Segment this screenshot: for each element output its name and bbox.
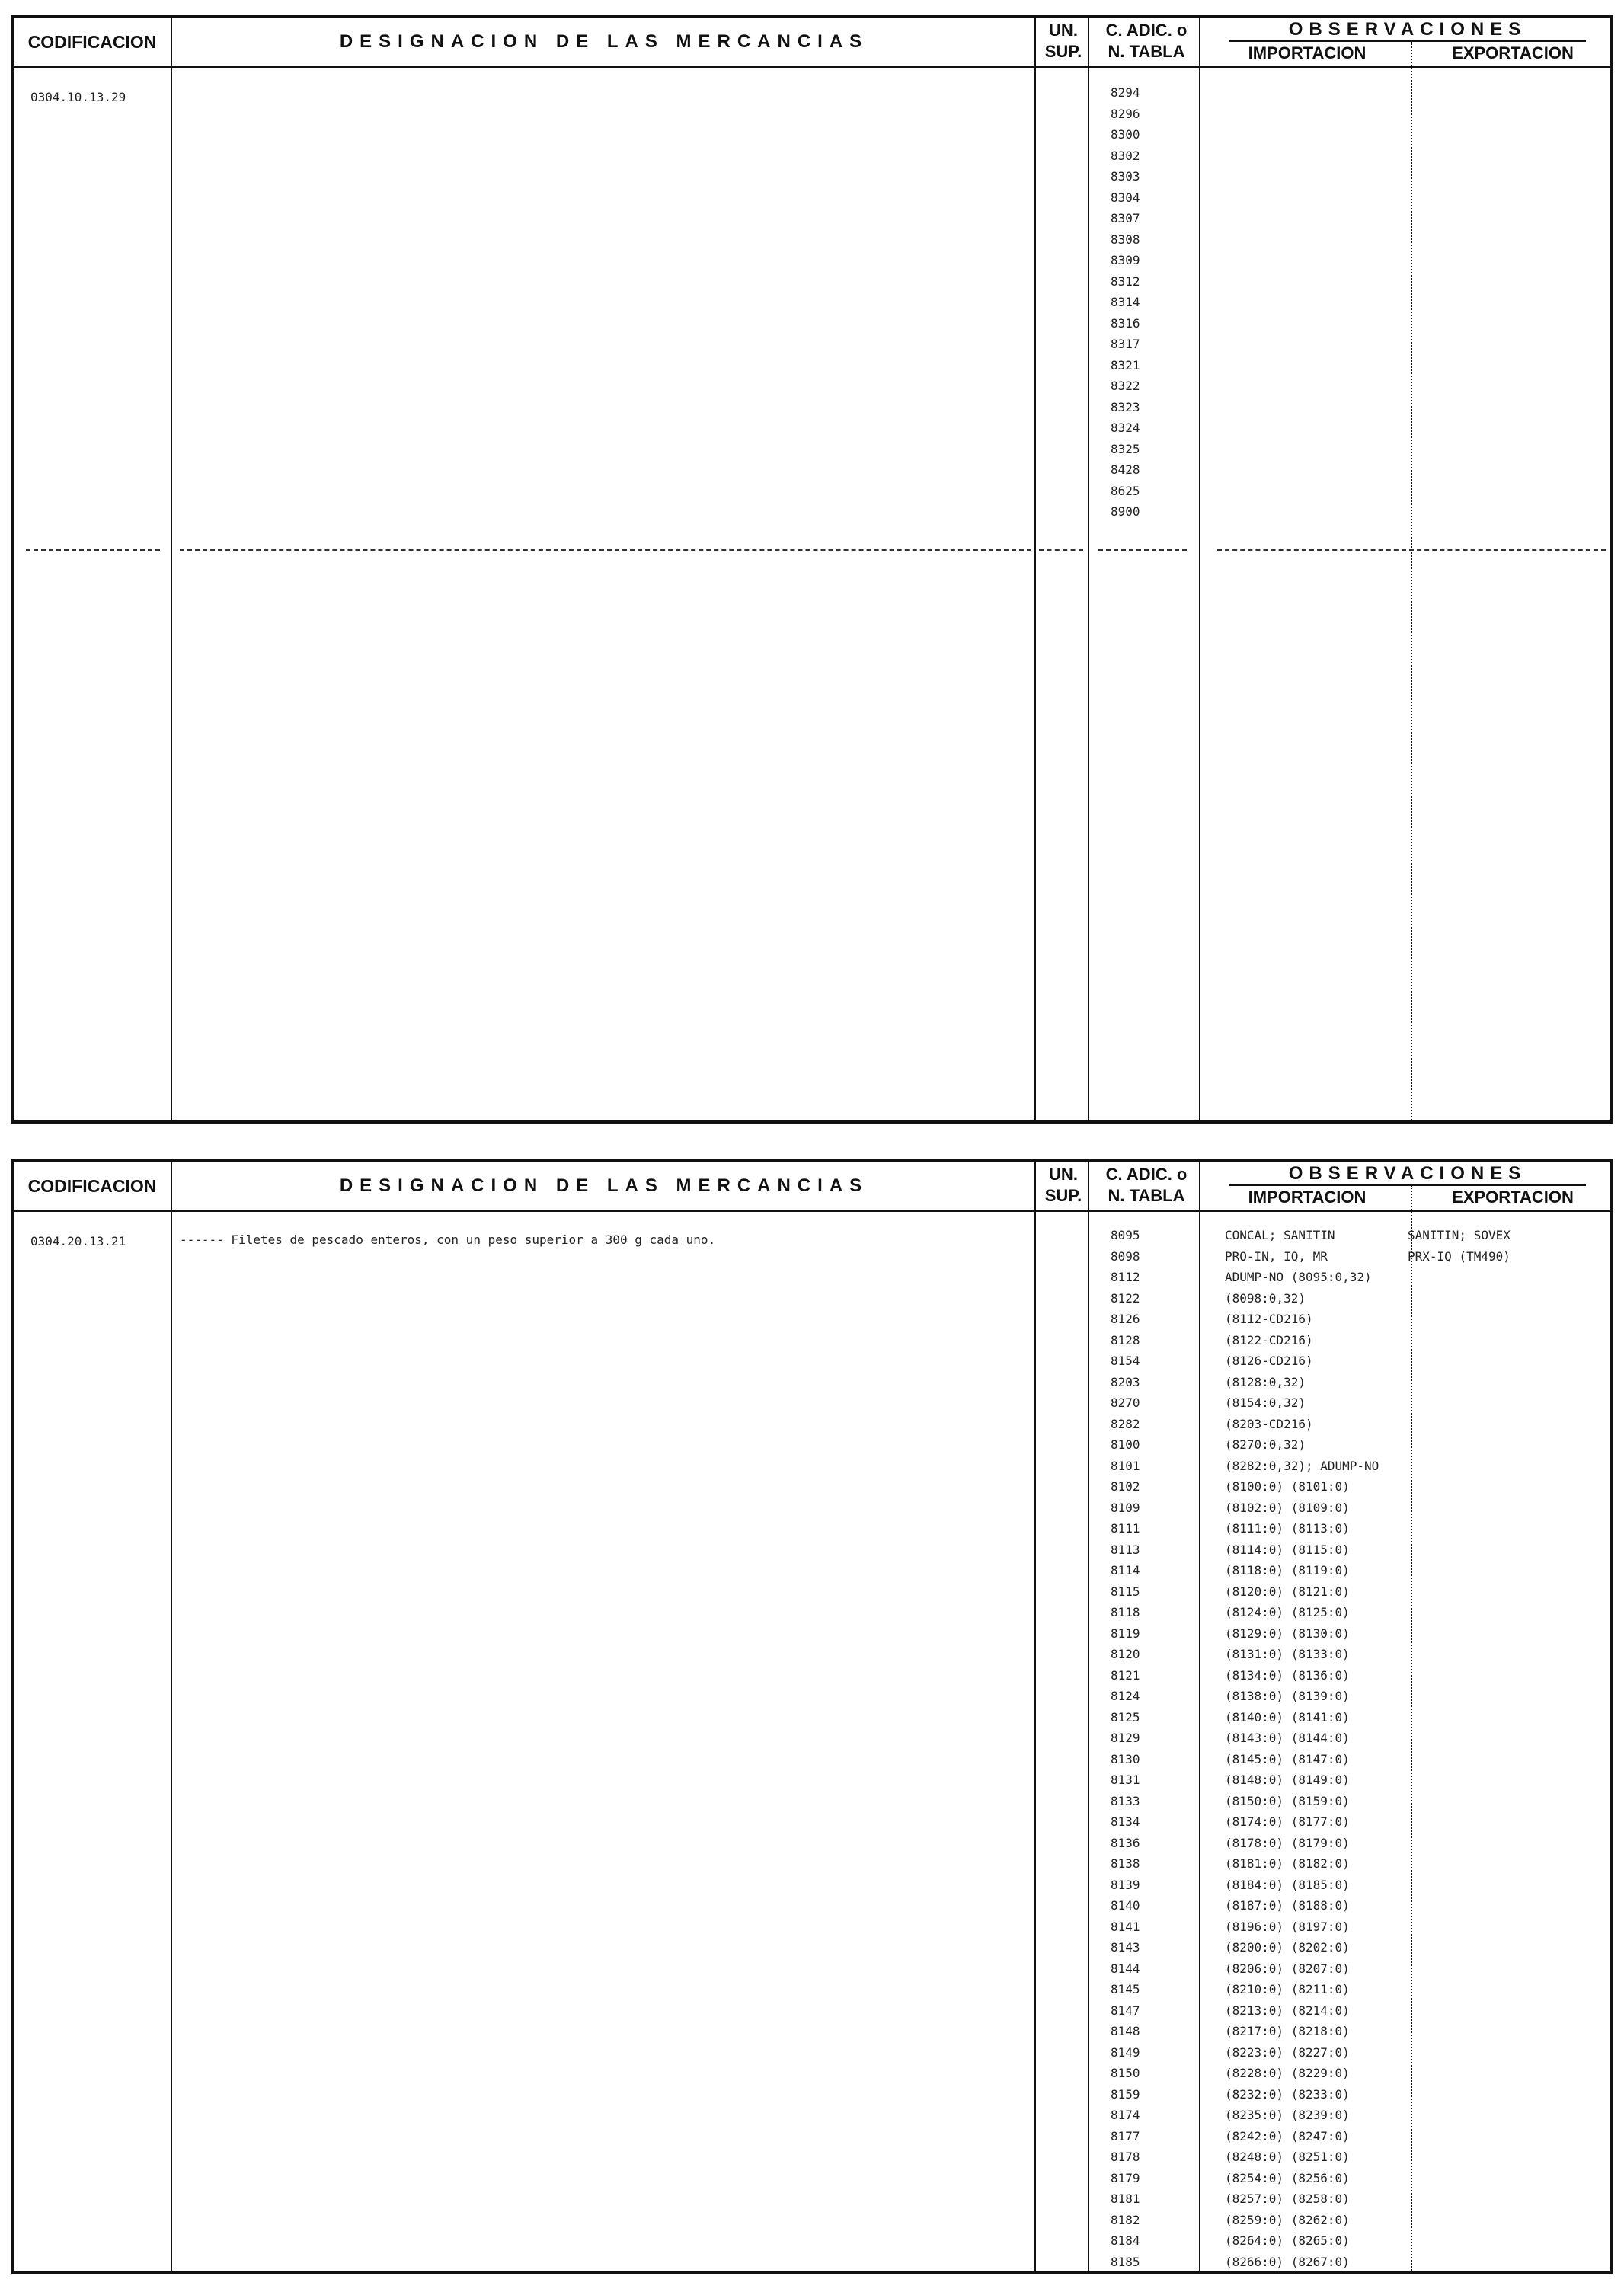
- import-observation: (8242:0) (8247:0): [1225, 2128, 1350, 2143]
- import-observation: (8131:0) (8133:0): [1225, 1647, 1350, 1661]
- import-observation: (8217:0) (8218:0): [1225, 2024, 1350, 2038]
- additional-code: 8124: [1111, 1689, 1140, 1703]
- dashed-separator: [26, 549, 160, 551]
- import-observation: CONCAL; SANITIN: [1225, 1228, 1335, 1242]
- column-divider: [1034, 18, 1036, 1120]
- header-row: [14, 1162, 1610, 1212]
- additional-code: 8154: [1111, 1354, 1140, 1368]
- additional-code: 8309: [1111, 253, 1140, 267]
- additional-code: 8302: [1111, 148, 1140, 163]
- additional-code: 8316: [1111, 315, 1140, 331]
- additional-code: 8136: [1111, 1835, 1140, 1850]
- import-observation: (8129:0) (8130:0): [1225, 1625, 1350, 1641]
- additional-code: 8177: [1111, 2128, 1140, 2143]
- additional-code: 8294: [1111, 85, 1140, 100]
- import-observation: (8228:0) (8229:0): [1225, 2066, 1350, 2080]
- header-un: UN.: [1049, 1165, 1078, 1184]
- header-cadic-ntabla: [1091, 1164, 1202, 1207]
- additional-code: 8182: [1111, 2212, 1140, 2227]
- import-observation: (8210:0) (8211:0): [1225, 1982, 1350, 1996]
- additional-code: 8308: [1111, 232, 1140, 247]
- import-observation: (8134:0) (8136:0): [1225, 1667, 1350, 1683]
- dashed-separator: [1039, 549, 1083, 551]
- header-un: UN.: [1049, 21, 1078, 40]
- import-observation: (8120:0) (8121:0): [1225, 1584, 1350, 1599]
- additional-code: 8126: [1111, 1312, 1140, 1326]
- import-observation: (8178:0) (8179:0): [1225, 1835, 1350, 1850]
- header-un-sup: [1037, 20, 1089, 62]
- additional-code: 8178: [1111, 2150, 1140, 2164]
- additional-code: 8203: [1111, 1374, 1140, 1389]
- header-cadic: C. ADIC. o: [1105, 1165, 1188, 1184]
- header-codificacion: CODIFICACION: [27, 1175, 157, 1196]
- column-divider: [171, 18, 172, 1120]
- column-divider: [1034, 1162, 1036, 2271]
- additional-code: 8113: [1111, 1542, 1140, 1557]
- additional-code: 8145: [1111, 1982, 1140, 1996]
- header-importacion: IMPORTACION: [1248, 43, 1367, 62]
- import-observation: (8112-CD216): [1225, 1312, 1313, 1326]
- header-sup: SUP.: [1044, 42, 1082, 61]
- additional-code: 8181: [1111, 2191, 1140, 2206]
- additional-code: 8131: [1111, 1773, 1140, 1787]
- additional-code: 8282: [1111, 1416, 1140, 1431]
- dashed-separator: [1098, 549, 1187, 551]
- additional-code: 8144: [1111, 1961, 1140, 1976]
- header-codificacion: CODIFICACION: [27, 31, 157, 52]
- import-observation: (8102:0) (8109:0): [1225, 1500, 1350, 1515]
- additional-code: 8149: [1111, 2044, 1140, 2060]
- additional-code: 8314: [1111, 295, 1140, 309]
- additional-code: 8112: [1111, 1270, 1140, 1284]
- header-sup: SUP.: [1044, 1186, 1082, 1205]
- additional-code: 8307: [1111, 211, 1140, 225]
- header-designacion: DESIGNACION DE LAS MERCANCIAS: [339, 31, 869, 52]
- header-exportacion: EXPORTACION: [1452, 43, 1574, 62]
- header-row: [14, 18, 1610, 68]
- additional-code: 8109: [1111, 1500, 1140, 1515]
- import-observation: (8257:0) (8258:0): [1225, 2191, 1350, 2206]
- additional-code: 8900: [1111, 504, 1140, 519]
- header-ntabla: N. TABLA: [1108, 1186, 1185, 1205]
- import-observation: (8264:0) (8265:0): [1225, 2233, 1350, 2248]
- header-cadic: C. ADIC. o: [1105, 21, 1188, 40]
- header-divider: [1229, 40, 1586, 42]
- additional-code: 8122: [1111, 1290, 1140, 1306]
- column-divider: [1199, 18, 1200, 1120]
- import-observation: (8126-CD216): [1225, 1354, 1313, 1368]
- additional-code: 8125: [1111, 1709, 1140, 1725]
- import-observation: (8196:0) (8197:0): [1225, 1919, 1350, 1934]
- column-divider: [1088, 1162, 1089, 2271]
- additional-code: 8322: [1111, 379, 1140, 393]
- import-observation: (8098:0,32): [1225, 1290, 1306, 1306]
- additional-code: 8150: [1111, 2066, 1140, 2080]
- additional-code: 8303: [1111, 169, 1140, 184]
- additional-code: 8115: [1111, 1584, 1140, 1599]
- column-divider: [1088, 18, 1089, 1120]
- additional-code: 8147: [1111, 2003, 1140, 2018]
- additional-code: 8128: [1111, 1332, 1140, 1347]
- export-observation: SANITIN; SOVEX: [1408, 1228, 1511, 1242]
- header-designacion: DESIGNACION DE LAS MERCANCIAS: [339, 1175, 869, 1196]
- import-observation: (8232:0) (8233:0): [1225, 2086, 1350, 2102]
- import-observation: (8213:0) (8214:0): [1225, 2003, 1350, 2018]
- import-observation: (8128:0,32): [1225, 1374, 1306, 1389]
- import-observation: (8118:0) (8119:0): [1225, 1563, 1350, 1578]
- import-observation: (8200:0) (8202:0): [1225, 1940, 1350, 1955]
- additional-code: 8270: [1111, 1395, 1140, 1410]
- import-observation: (8184:0) (8185:0): [1225, 1877, 1350, 1892]
- import-observation: (8140:0) (8141:0): [1225, 1709, 1350, 1725]
- additional-code: 8325: [1111, 441, 1140, 456]
- additional-codes-list: [1111, 82, 1179, 523]
- import-observation: (8181:0) (8182:0): [1225, 1856, 1350, 1871]
- additional-code: 8304: [1111, 190, 1140, 205]
- import-observation: (8235:0) (8239:0): [1225, 2108, 1350, 2122]
- additional-code: 8095: [1111, 1228, 1140, 1242]
- additional-code: 8140: [1111, 1898, 1140, 1913]
- additional-code: 8296: [1111, 106, 1140, 121]
- column-divider: [171, 1162, 172, 2271]
- column-divider-dotted: [1411, 1185, 1412, 2271]
- header-ntabla: N. TABLA: [1108, 42, 1185, 61]
- import-observation: (8143:0) (8144:0): [1225, 1731, 1350, 1745]
- import-observation: (8138:0) (8139:0): [1225, 1689, 1350, 1703]
- import-observation: (8111:0) (8113:0): [1225, 1521, 1350, 1536]
- import-observation: (8266:0) (8267:0): [1225, 2254, 1350, 2269]
- tariff-form-1: [11, 15, 1613, 1124]
- import-observation: (8223:0) (8227:0): [1225, 2044, 1350, 2060]
- tariff-code: 0304.10.13.29: [30, 90, 126, 104]
- import-observation: (8150:0) (8159:0): [1225, 1793, 1350, 1808]
- dashed-separator: [180, 549, 1031, 551]
- additional-code: 8101: [1111, 1458, 1140, 1473]
- header-observaciones: OBSERVACIONES: [1288, 1163, 1527, 1184]
- additional-code: 8184: [1111, 2233, 1140, 2248]
- additional-code: 8121: [1111, 1667, 1140, 1683]
- import-observation: (8282:0,32); ADUMP-NO: [1225, 1458, 1379, 1473]
- export-observations-list: [1408, 1225, 1511, 1267]
- column-divider-dotted: [1411, 41, 1412, 1120]
- additional-code: 8324: [1111, 420, 1140, 435]
- import-observation: (8206:0) (8207:0): [1225, 1961, 1350, 1976]
- column-divider: [1199, 1162, 1200, 2271]
- additional-code: 8119: [1111, 1625, 1140, 1641]
- import-observation: PRO-IN, IQ, MR: [1225, 1248, 1328, 1264]
- header-observaciones: OBSERVACIONES: [1288, 19, 1527, 40]
- import-observation: (8248:0) (8251:0): [1225, 2150, 1350, 2164]
- additional-code: 8114: [1111, 1563, 1140, 1578]
- additional-code: 8120: [1111, 1647, 1140, 1661]
- additional-code: 8148: [1111, 2024, 1140, 2038]
- header-divider: [1229, 1184, 1586, 1186]
- additional-code: 8141: [1111, 1919, 1140, 1934]
- additional-code: 8143: [1111, 1940, 1140, 1955]
- import-observation: (8122-CD216): [1225, 1332, 1313, 1347]
- import-observation: (8154:0,32): [1225, 1395, 1306, 1410]
- additional-codes-list: [1111, 1225, 1179, 2272]
- additional-code: 8139: [1111, 1877, 1140, 1892]
- additional-code: 8428: [1111, 462, 1140, 477]
- additional-code: 8300: [1111, 127, 1140, 142]
- export-observation: PRX-IQ (TM490): [1408, 1248, 1511, 1264]
- additional-code: 8098: [1111, 1248, 1140, 1264]
- additional-code: 8130: [1111, 1751, 1140, 1766]
- import-observation: (8259:0) (8262:0): [1225, 2212, 1350, 2227]
- header-exportacion: EXPORTACION: [1452, 1188, 1574, 1207]
- additional-code: 8323: [1111, 399, 1140, 414]
- additional-code: 8100: [1111, 1437, 1140, 1452]
- header-importacion: IMPORTACION: [1248, 1188, 1367, 1207]
- additional-code: 8129: [1111, 1731, 1140, 1745]
- additional-code: 8118: [1111, 1605, 1140, 1619]
- additional-code: 8133: [1111, 1793, 1140, 1808]
- import-observation: (8187:0) (8188:0): [1225, 1898, 1350, 1913]
- additional-code: 8174: [1111, 2108, 1140, 2122]
- import-observation: (8174:0) (8177:0): [1225, 1814, 1350, 1829]
- additional-code: 8185: [1111, 2254, 1140, 2269]
- import-observation: (8254:0) (8256:0): [1225, 2170, 1350, 2185]
- goods-description: ------ Filetes de pescado enteros, con un peso superior a 300 g cada uno.: [180, 1232, 716, 1247]
- additional-code: 8321: [1111, 357, 1140, 372]
- additional-code: 8159: [1111, 2086, 1140, 2102]
- import-observation: (8124:0) (8125:0): [1225, 1605, 1350, 1619]
- dashed-separator: [1217, 549, 1606, 551]
- tariff-form-2: [11, 1159, 1613, 2274]
- additional-code: 8102: [1111, 1479, 1140, 1494]
- header-cadic-ntabla: [1091, 20, 1202, 62]
- additional-code: 8179: [1111, 2170, 1140, 2185]
- import-observation: (8148:0) (8149:0): [1225, 1773, 1350, 1787]
- import-observation: (8270:0,32): [1225, 1437, 1306, 1452]
- additional-code: 8134: [1111, 1814, 1140, 1829]
- tariff-code: 0304.20.13.21: [30, 1234, 126, 1248]
- additional-code: 8111: [1111, 1521, 1140, 1536]
- import-observation: (8145:0) (8147:0): [1225, 1751, 1350, 1766]
- header-un-sup: [1037, 1164, 1089, 1207]
- import-observation: (8100:0) (8101:0): [1225, 1479, 1350, 1494]
- additional-code: 8138: [1111, 1856, 1140, 1871]
- additional-code: 8317: [1111, 337, 1140, 351]
- import-observation: (8114:0) (8115:0): [1225, 1542, 1350, 1557]
- import-observation: ADUMP-NO (8095:0,32): [1225, 1270, 1372, 1284]
- additional-code: 8625: [1111, 483, 1140, 498]
- additional-code: 8312: [1111, 273, 1140, 289]
- import-observation: (8203-CD216): [1225, 1416, 1313, 1431]
- import-observations-list: [1225, 1225, 1379, 2272]
